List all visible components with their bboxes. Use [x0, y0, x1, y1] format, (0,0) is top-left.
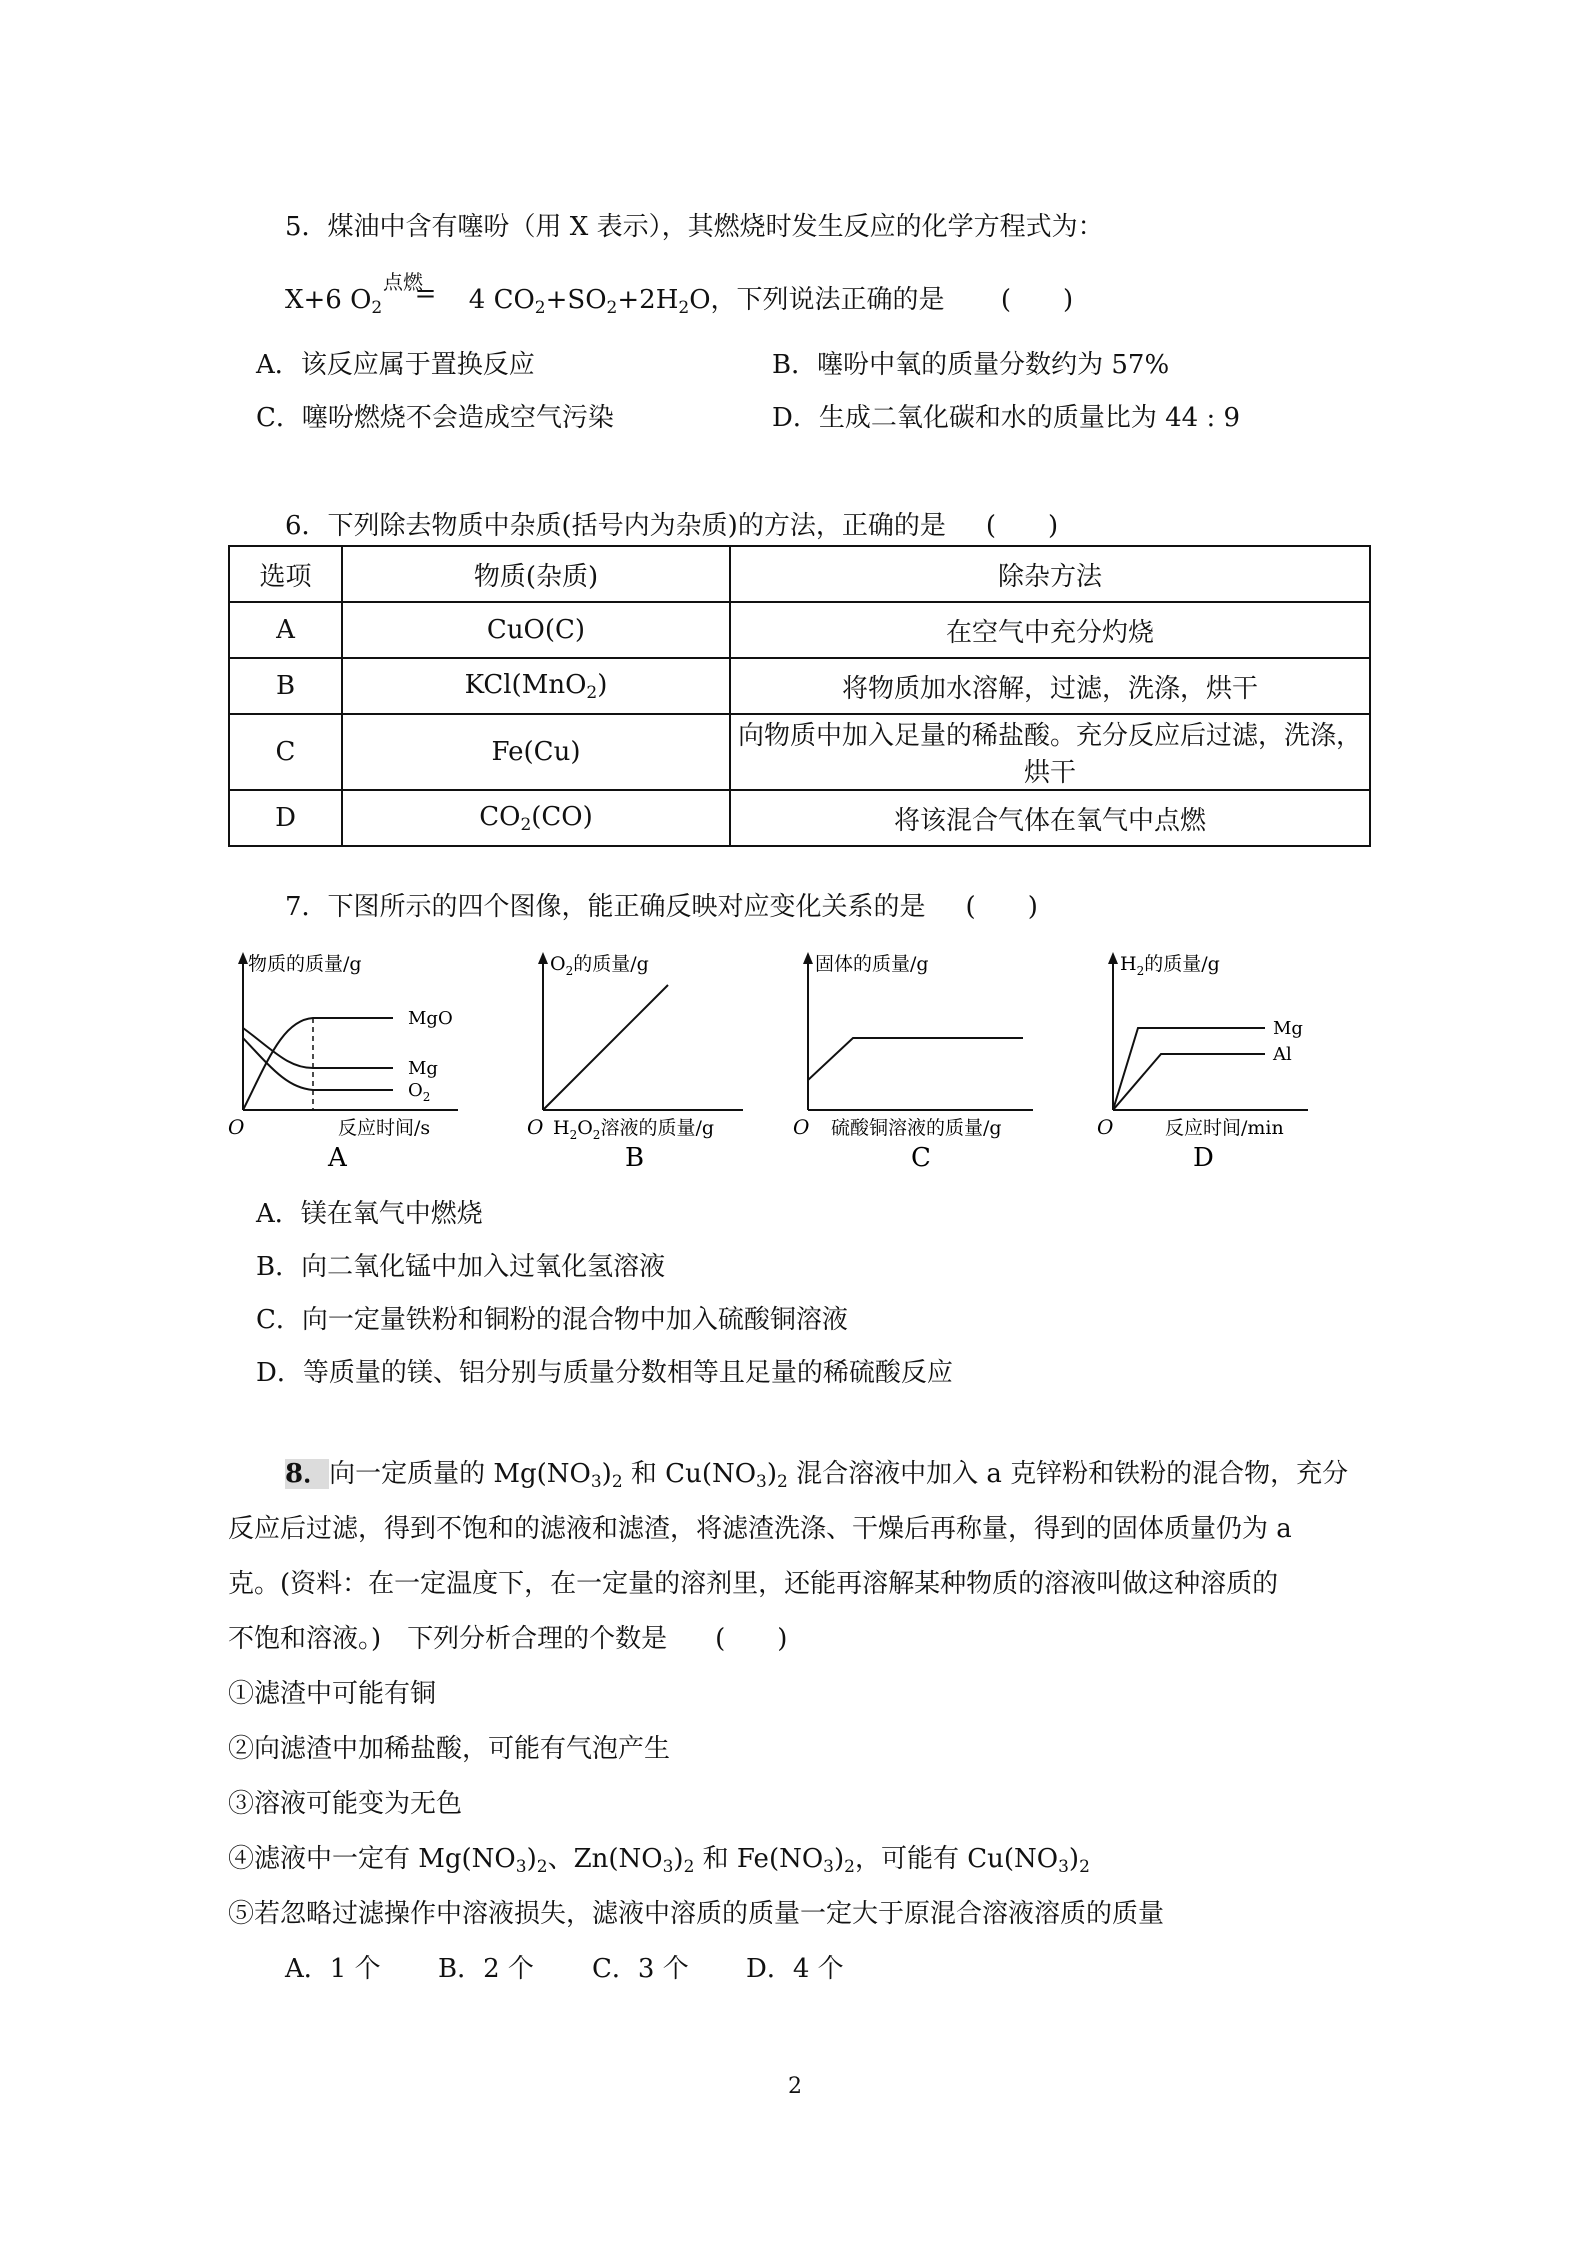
q6-row-substance: CuO(C): [342, 602, 730, 658]
graph-a-o2-label: $O_2$: [408, 1080, 431, 1104]
q7-option-d: D．等质量的镁、铝分别与质量分数相等且足量的稀硫酸反应: [256, 1358, 953, 1388]
q7-graph-c: [793, 940, 1053, 1180]
q6-row-substance: KCl(MnO$_2$): [342, 658, 730, 714]
q8-option-d: D．4 个: [746, 1954, 844, 1984]
q5-option-c: C．噻吩燃烧不会造成空气污染: [256, 403, 614, 433]
graph-b-ylabel: $O_2$的质量/g: [550, 953, 649, 978]
q5-condition: 点燃: [383, 270, 423, 294]
q6-stem: 6．下列除去物质中杂质(括号内为杂质)的方法，正确的是 ( ): [285, 511, 1059, 541]
q7-graph-d: [1093, 940, 1323, 1180]
graph-a-mg-label: Mg: [408, 1058, 438, 1079]
q6-row-substance: $CO_2(CO)$: [342, 790, 730, 846]
q8-option-c: C．3 个: [592, 1954, 689, 1984]
y-axis-arrow: [1108, 952, 1118, 964]
y-axis-arrow: [538, 952, 548, 964]
q8-option-b: B．2 个: [438, 1954, 534, 1984]
graph-a-origin: O: [228, 1115, 245, 1139]
q5-option-d: D．生成二氧化碳和水的质量比为 44 : 9: [772, 403, 1241, 433]
graph-d-ylabel: $H_2$的质量/g: [1120, 953, 1220, 978]
q8-line4: 不饱和溶液。) 下列分析合理的个数是 ( ): [228, 1624, 788, 1654]
q6-row-option: A: [229, 602, 342, 658]
solid-mass-line: [808, 1038, 1023, 1110]
q8-line3: 克。(资料：在一定温度下，在一定量的溶剂里，还能再溶解某种物质的溶液叫做这种溶质的: [228, 1569, 1279, 1599]
al-line: [1113, 1054, 1265, 1110]
q5-stem: 5．煤油中含有噻吩（用 X 表示），其燃烧时发生反应的化学方程式为：: [285, 212, 1104, 242]
q7-graph-c-svg: [793, 940, 1053, 1180]
q5-option-b: B．噻吩中氧的质量分数约为 57%: [772, 350, 1170, 380]
q6-header-method: 除杂方法: [730, 546, 1370, 602]
q7-option-b: B．向二氧化锰中加入过氧化氢溶液: [256, 1252, 666, 1282]
q7-option-c: C．向一定量铁粉和铜粉的混合物中加入硫酸铜溶液: [256, 1305, 848, 1335]
q6-header-row: [229, 546, 1370, 602]
graph-a-ylabel: 物质的质量/g: [248, 953, 362, 975]
q5-equation: X+6 $O_2 = 4$ $CO_2+SO_2+2H_2O$，下列说法正确的是 ( ): [285, 279, 1074, 318]
q7-graph-b: [523, 940, 773, 1180]
q8-option-a: A．1 个: [285, 1954, 381, 1984]
q7-graph-a-svg: [228, 940, 478, 1180]
graph-b-origin: O: [527, 1115, 544, 1139]
q8-statement-5: ⑤若忽略过滤操作中溶液损失，滤液中溶质的质量一定大于原混合溶液溶质的质量: [228, 1899, 1165, 1929]
graph-d-label: D: [1193, 1143, 1214, 1173]
graph-b-xlabel: $H_2O_2$溶液的质量/g: [553, 1117, 715, 1142]
q7-option-a: A．镁在氧气中燃烧: [256, 1199, 483, 1229]
graph-d-mg-label: Mg: [1273, 1018, 1303, 1039]
table-row: [229, 602, 1370, 658]
graph-c-label: C: [911, 1143, 931, 1173]
mg-line: [1113, 1028, 1265, 1110]
mgo-curve: [243, 1018, 393, 1110]
q7-graph-d-svg: [1093, 940, 1323, 1180]
q8-statement-2: ②向滤渣中加稀盐酸，可能有气泡产生: [228, 1734, 671, 1764]
q6-row-method: 在空气中充分灼烧: [730, 602, 1370, 658]
graph-d-xlabel: 反应时间/min: [1165, 1117, 1284, 1139]
q8-statement-3: ③溶液可能变为无色: [228, 1789, 463, 1819]
q6-row-method: 将物质加水溶解，过滤，洗涤，烘干: [730, 658, 1370, 714]
page-number: 2: [788, 2074, 802, 2099]
q8-statement-4: ④滤液中一定有 $Mg(NO_3)_2$、$Zn(NO_3)_2$ 和 $Fe(NO_3)_2$，可能有 $Cu(NO_3)_2$: [228, 1844, 1090, 1877]
q5-option-a: A．该反应属于置换反应: [256, 350, 535, 380]
graph-c-ylabel: 固体的质量/g: [815, 953, 929, 975]
q6-table: [228, 545, 1371, 847]
graph-c-xlabel: 硫酸铜溶液的质量/g: [831, 1117, 1002, 1139]
graph-b-label: B: [625, 1143, 645, 1173]
graph-a-xlabel: 反应时间/s: [338, 1117, 431, 1139]
table-row: [229, 658, 1370, 714]
q7-graph-b-svg: [523, 940, 773, 1180]
table-row: [229, 714, 1370, 790]
y-axis-arrow: [803, 952, 813, 964]
q8-line2: 反应后过滤，得到不饱和的滤液和滤渣，将滤渣洗涤、干燥后再称量，得到的固体质量仍为 a: [228, 1514, 1292, 1544]
q6-row-option: C: [229, 714, 342, 790]
q6-row-method: 向物质中加入足量的稀盐酸。充分反应后过滤，洗涤，烘干: [730, 714, 1370, 790]
y-axis-arrow: [238, 952, 248, 964]
graph-c-origin: O: [793, 1115, 810, 1139]
q6-row-method: 将该混合气体在氧气中点燃: [730, 790, 1370, 846]
q7-graph-a: [228, 940, 478, 1180]
q6-header-substance: 物质(杂质): [342, 546, 730, 602]
q6-row-option: D: [229, 790, 342, 846]
o2-line: [543, 985, 668, 1110]
q8-number: 8．: [285, 1459, 330, 1489]
q7-stem: 7．下图所示的四个图像，能正确反映对应变化关系的是 ( ): [285, 892, 1038, 922]
graph-a-label: A: [328, 1143, 347, 1173]
q6-header-option: 选项: [229, 546, 342, 602]
table-row: [229, 790, 1370, 846]
graph-a-mgo-label: MgO: [408, 1008, 453, 1029]
q6-row-substance: Fe(Cu): [342, 714, 730, 790]
graph-d-origin: O: [1097, 1115, 1114, 1139]
q6-row-option: B: [229, 658, 342, 714]
q8-statement-1: ①滤渣中可能有铜: [228, 1679, 437, 1709]
graph-d-al-label: Al: [1273, 1044, 1292, 1065]
q8-line1: 8．向一定质量的 $Mg(NO_3)_2$ 和 $Cu(NO_3)_2$ 混合溶液中加入 a 克锌粉和铁粉的混合物，充分: [285, 1459, 1349, 1492]
